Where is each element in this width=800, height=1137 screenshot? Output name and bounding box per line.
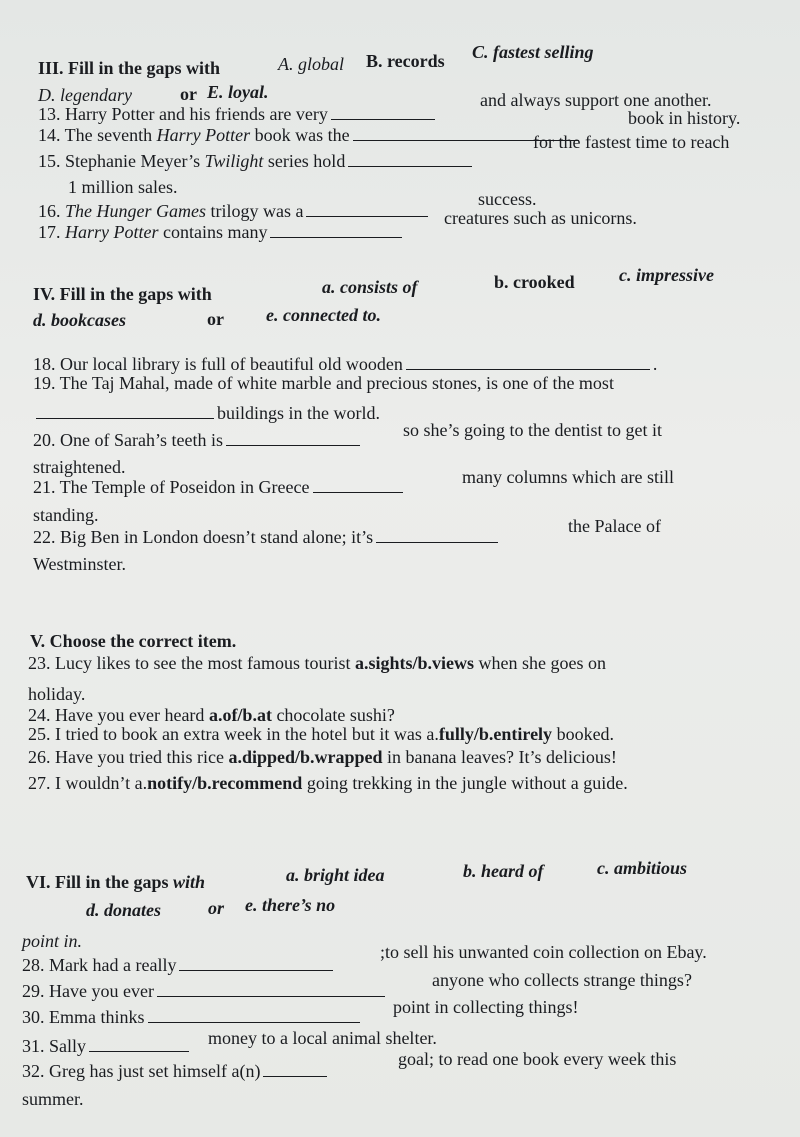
question-15-tail: for the fastest time to reach	[533, 132, 730, 152]
question-text: 26. Have you tried this rice	[28, 747, 229, 767]
answer-blank[interactable]	[376, 526, 498, 543]
question-text: 21. The Temple of Poseidon in Greece	[33, 477, 310, 497]
question-text: 29. Have you ever	[22, 981, 154, 1001]
answer-blank[interactable]	[331, 103, 435, 120]
option-c-impressive: c. impressive	[619, 265, 714, 285]
question-16-tail: success.	[478, 189, 537, 209]
question-20-tail: so she’s going to the dentist to get it	[403, 420, 662, 440]
option-e-theres-no: e. there’s no	[245, 895, 336, 915]
question-text: going trekking in the jungle without a guide.	[302, 773, 628, 793]
question-23-continued: holiday.	[28, 684, 86, 704]
question-text: 30. Emma thinks	[22, 1007, 145, 1027]
question-16	[38, 200, 431, 222]
question-13-tail: and always support one another.	[480, 90, 712, 110]
question-text: 28. Mark had a really	[22, 955, 177, 975]
question-20-continued: straightened.	[33, 457, 126, 477]
question-22-tail: the Palace of	[568, 516, 661, 536]
question-32-continued: summer.	[22, 1089, 84, 1109]
answer-choices[interactable]: a.of/b.at	[208, 705, 272, 725]
question-29	[22, 980, 388, 1002]
question-text: 27. I wouldn’t a.	[28, 773, 148, 793]
question-text: .	[652, 354, 658, 374]
question-17	[38, 221, 405, 243]
book-title: Harry Potter	[65, 222, 159, 242]
question-13	[38, 103, 438, 125]
section-6-heading	[26, 871, 205, 893]
question-text: in banana leaves? It’s delicious!	[382, 747, 617, 767]
book-title: Harry Potter	[156, 125, 251, 145]
question-22	[33, 526, 501, 548]
answer-blank[interactable]	[148, 1006, 360, 1023]
answer-blank[interactable]	[348, 150, 472, 167]
heading-text: VI. Fill in the gaps	[26, 872, 174, 892]
question-text: booked.	[552, 724, 615, 744]
section-3-heading: III. Fill in the gaps with	[38, 58, 221, 78]
question-21	[33, 476, 406, 498]
option-b-crooked: b. crooked	[494, 272, 575, 292]
question-27	[28, 772, 628, 794]
answer-blank[interactable]	[406, 353, 650, 370]
answer-blank[interactable]	[36, 402, 214, 419]
question-text: 16.	[38, 201, 65, 221]
option-a-global: A. global	[278, 54, 344, 74]
question-17-tail: creatures such as unicorns.	[444, 208, 637, 228]
question-28	[22, 954, 336, 976]
question-30-tail: point in collecting things!	[393, 997, 579, 1017]
question-text: buildings in the world.	[217, 403, 380, 423]
question-32	[22, 1060, 330, 1082]
question-21-continued: standing.	[33, 505, 99, 525]
question-30	[22, 1006, 363, 1028]
question-text: book was the	[250, 125, 350, 145]
answer-blank[interactable]	[179, 954, 333, 971]
option-b-heard-of: b. heard of	[463, 861, 544, 881]
question-25	[28, 723, 614, 745]
answer-choices[interactable]: notify/b.recommend	[147, 773, 303, 793]
question-15	[38, 150, 475, 172]
answer-blank[interactable]	[157, 980, 385, 997]
question-text: series hold	[263, 151, 346, 171]
question-text: 14. The seventh	[38, 125, 157, 145]
option-d-bookcases: d. bookcases	[33, 310, 126, 330]
section-5-heading: V. Choose the correct item.	[30, 631, 237, 651]
option-d-donates: d. donates	[86, 900, 162, 920]
question-31	[22, 1035, 192, 1057]
question-text: when she goes on	[473, 653, 606, 673]
question-text: 15. Stephanie Meyer’s	[38, 151, 205, 171]
question-19-continued	[33, 402, 380, 424]
answer-blank[interactable]	[313, 476, 403, 493]
question-14-tail: book in history.	[628, 108, 741, 128]
option-a-bright-idea: a. bright idea	[286, 865, 385, 885]
question-28-tail: ;to sell his unwanted coin collection on Ebay.	[380, 942, 707, 962]
question-text: trilogy was a	[206, 201, 304, 221]
option-or: or	[208, 898, 225, 918]
question-text: 18. Our local library is full of beautiful old wooden	[33, 354, 403, 374]
question-21-tail: many columns which are still	[462, 467, 674, 487]
question-20	[33, 429, 363, 451]
question-26	[28, 746, 617, 768]
question-text: 17.	[38, 222, 65, 242]
book-title: Twilight	[204, 151, 264, 171]
question-14	[38, 124, 582, 146]
question-text: chocolate sushi?	[271, 705, 395, 725]
book-title: The Hunger Games	[65, 201, 206, 221]
question-23	[28, 652, 606, 674]
option-e-loyal: E. loyal.	[207, 82, 269, 102]
question-text: 24. Have you ever heard	[28, 705, 209, 725]
question-text: 32. Greg has just set himself a(n)	[22, 1061, 261, 1081]
option-or: or	[207, 309, 224, 329]
answer-choices[interactable]: fully/b.entirely	[438, 724, 553, 744]
question-text: 22. Big Ben in London doesn’t stand alone; it’s	[33, 527, 374, 547]
answer-blank[interactable]	[89, 1035, 189, 1052]
answer-choices[interactable]: a.sights/b.views	[354, 653, 474, 673]
answer-choices[interactable]: a.dipped/b.wrapped	[228, 747, 383, 767]
question-text: 23. Lucy likes to see the most famous tourist	[28, 653, 355, 673]
question-text: 20. One of Sarah’s teeth is	[33, 430, 223, 450]
answer-blank[interactable]	[226, 429, 360, 446]
question-31-tail: money to a local animal shelter.	[208, 1028, 437, 1048]
option-e-continued: point in.	[22, 931, 83, 951]
question-15-continued: 1 million sales.	[68, 177, 178, 197]
question-text: contains many	[158, 222, 268, 242]
option-e-connected-to: e. connected to.	[266, 305, 381, 325]
question-text: 25. I tried to book an extra week in the hotel but it was a.	[28, 724, 439, 744]
question-32-tail: goal; to read one book every week this	[398, 1049, 677, 1069]
question-29-tail: anyone who collects strange things?	[432, 970, 692, 990]
answer-blank[interactable]	[263, 1060, 327, 1077]
question-text: 31. Sally	[22, 1036, 87, 1056]
heading-text: with	[173, 872, 206, 892]
section-4-heading: IV. Fill in the gaps with	[33, 284, 212, 304]
option-or: or	[180, 84, 197, 104]
option-b-records: B. records	[366, 51, 445, 71]
question-19: 19. The Taj Mahal, made of white marble and precious stones, is one of the most	[33, 373, 614, 393]
answer-blank[interactable]	[306, 200, 428, 217]
option-c-ambitious: c. ambitious	[597, 858, 688, 878]
option-d-legendary: D. legendary	[38, 85, 132, 105]
answer-blank[interactable]	[270, 221, 402, 238]
option-c-fastest-selling: C. fastest selling	[472, 42, 594, 62]
option-a-consists-of: a. consists of	[322, 277, 418, 297]
question-text: 13. Harry Potter and his friends are very	[38, 104, 328, 124]
question-22-continued: Westminster.	[33, 554, 127, 574]
